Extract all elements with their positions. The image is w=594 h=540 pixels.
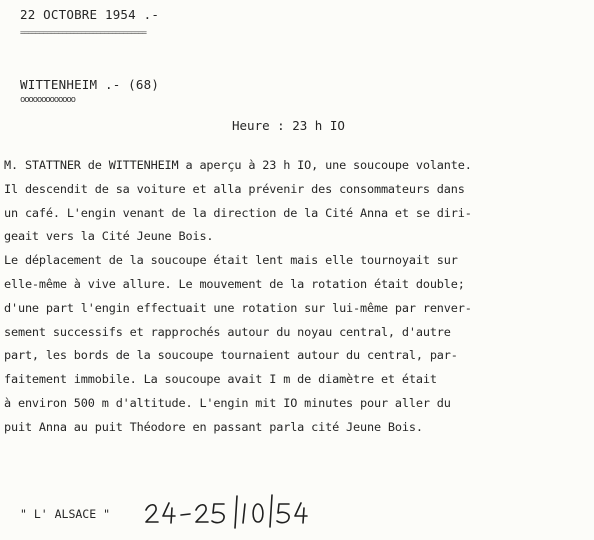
location-heading: WITTENHEIM .- (68) xyxy=(20,77,160,92)
body-line-6: elle-même à vive allure. Le mouvement de la rotation était double; xyxy=(4,276,465,291)
location-underline: ooooooooooooo xyxy=(20,95,75,105)
body-line-7: d'une part l'engin effectuait une rotation sur lui-même par renver- xyxy=(4,300,472,315)
handwritten-date xyxy=(140,492,310,530)
body-line-4: geait vers la Cité Jeune Bois. xyxy=(4,229,214,244)
report-body xyxy=(4,154,590,440)
body-line-9: part, les bords de la soucoupe tournaient autour du central, par- xyxy=(4,348,458,363)
document-date: 22 OCTOBRE 1954 .- xyxy=(20,7,160,22)
body-line-8: sement successifs et rapprochés autour du noyau central, d'autre xyxy=(4,324,451,339)
time-heading: Heure : 23 h IO xyxy=(232,118,345,133)
body-line-1: M. STATTNER de WITTENHEIM a aperçu à 23 h IO, une soucoupe volante. xyxy=(4,158,472,172)
body-line-3: un café. L'engin venant de la direction de la Cité Anna et se diri- xyxy=(4,205,472,220)
body-line-11: à environ 500 m d'altitude. L'engin mit IO minutes pour aller du xyxy=(4,395,451,410)
body-line-2: Il descendit de sa voiture et alla prévenir des consommateurs dans xyxy=(4,181,465,196)
newspaper-source: " L' ALSACE " xyxy=(20,507,111,521)
date-underline: ================================= xyxy=(20,28,146,37)
body-line-12: puit Anna au puit Théodore en passant parla cité Jeune Bois. xyxy=(4,419,423,434)
body-line-5: Le déplacement de la soucoupe était lent mais elle tournoyait sur xyxy=(4,253,458,268)
body-line-10: faitement immobile. La soucoupe avait I m de diamètre et était xyxy=(4,372,437,387)
